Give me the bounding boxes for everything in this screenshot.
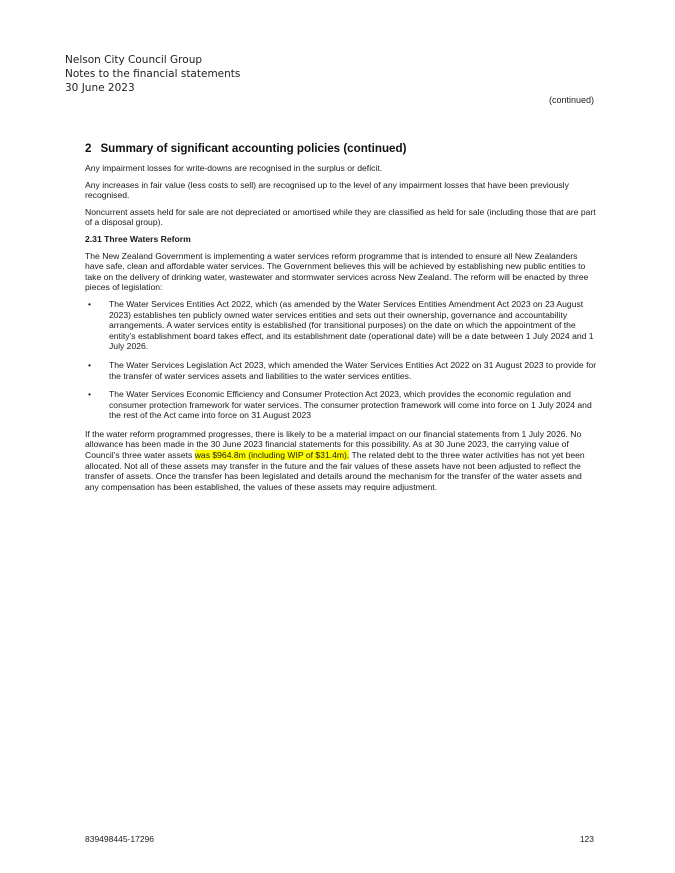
bullet-icon: •	[88, 298, 92, 309]
list-item	[85, 389, 597, 421]
document-header	[65, 53, 240, 95]
document-subtitle: Notes to the financial statements	[65, 68, 241, 80]
section-number: 2	[85, 142, 92, 155]
subsection-heading: 2.31 Three Waters Reform	[85, 233, 191, 244]
main-content	[85, 142, 597, 498]
list-item-text: The Water Services Economic Efficiency and Consumer Protection Act 2023, which provides the economic regulation and consumer protection framework for water services. The consumer protection framework will come into force on 1 July 2024 and the rest of the Act came into force on 31 August 2023	[109, 389, 592, 421]
list-item	[85, 360, 597, 381]
section-heading	[85, 142, 597, 156]
list-item-text: The Water Services Legislation Act 2023, which amended the Water Services Entities Act 2022 on 31 August 2023 to provide for the transfer of water services assets and liabilities to the water services entities.	[109, 359, 597, 381]
bullet-icon: •	[88, 389, 92, 400]
legislation-list	[85, 299, 597, 421]
organisation-name: Nelson City Council Group	[65, 54, 203, 66]
bullet-icon: •	[88, 359, 92, 370]
continued-label: (continued)	[548, 95, 594, 105]
list-item-text: The Water Services Entities Act 2022, which (as amended by the Water Services Entities Amendment Act 2023 on 23 August 2023) establishes ten publicly owned water services entities and sets out their ownership, governance and accountability arrangements. A water services entity is established (for transitional purposes) on the date on which the appointment of the entity’s establishment board takes effect, and its establishment date (operational date) will be a date between 1 July 2024 and 1 July 2026.	[109, 298, 594, 352]
paragraph-fair-value: Any increases in fair value (less costs to sell) are recognised up to the level of any impairment losses that have been previously recognised.	[85, 179, 569, 201]
section-title: Summary of significant accounting policies (continued)	[100, 142, 407, 155]
paragraph-closing	[85, 429, 597, 493]
paragraph-reform-intro: The New Zealand Government is implementing a water services reform programme that is intended to ensure all New Zealanders have safe, clean and affordable water services. The Government believes this will be achieved by establishing new public entities to take on the delivery of drinking water, wastewater and stormwater services across New Zealand. The reform will be enacted by three pieces of legislation:	[85, 250, 589, 293]
paragraph-noncurrent-assets: Noncurrent assets held for sale are not depreciated or amortised while they are classified as held for sale (including those that are part of a disposal group).	[85, 206, 596, 228]
list-item	[85, 299, 597, 352]
paragraph-impairment: Any impairment losses for write-downs are recognised in the surplus or deficit.	[85, 163, 383, 173]
highlighted-asset-value: was $964.8m (including WIP of $31.4m).	[194, 450, 350, 461]
page-number: 123	[579, 834, 594, 844]
closing-text-start: If the water reform programmed progresses, there is likely to be a material impact on our financial statements from 1 July 2026. No allowance has been made in the 30 June 2023 financial statements for this possibility. As at 30 June 2023, the carrying value of Council’s three water assets	[85, 428, 582, 461]
document-date: 30 June 2023	[65, 82, 135, 94]
closing-text-end: The related debt to the three water activities has not yet been allocated. Not all of these assets may transfer in the future and the fair values of these assets have not been adjusted to reflect the transfer of assets. Once the transfer has been legislated and details around the mechanism for the transfer of the water assets and any compensation has been established, the values of these assets may require adjustment.	[85, 450, 585, 492]
document-id: 839498445-17296	[85, 834, 155, 844]
